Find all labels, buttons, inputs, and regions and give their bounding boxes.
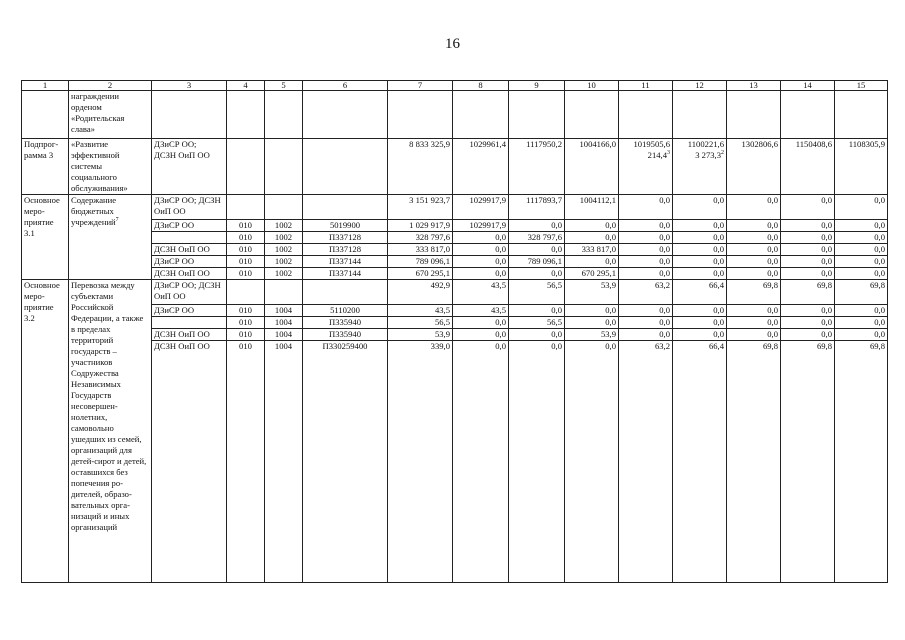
code-cell: 5110200 (303, 305, 388, 317)
header-cell-3: 3 (152, 81, 227, 91)
header-cell-9: 9 (509, 81, 565, 91)
cell-value: 1100221,6 3 273,3$^2$ (673, 139, 727, 195)
cell-value: 0,0 (509, 244, 565, 256)
cell-value: 0,0 (835, 256, 888, 268)
header-cell-6: 6 (303, 81, 388, 91)
page-number: 16 (445, 36, 460, 52)
subprogram-label: Подпрог- рамма 3 (22, 139, 69, 195)
table-row (22, 341, 888, 583)
measure-name: Содержание бюджетных учреждений$^7$ (69, 195, 152, 280)
code-cell (303, 195, 388, 220)
cell-value: 333 817,0 (565, 244, 619, 256)
cell-value: 0,0 (453, 329, 509, 341)
cell-value: 0,0 (835, 305, 888, 317)
header-row (22, 81, 888, 91)
code-cell (303, 280, 388, 305)
cell-value: 492,9 (388, 280, 453, 305)
cell-value: 69,8 (781, 341, 835, 583)
cell-value: 0,0 (565, 305, 619, 317)
executor-cell: ДСЗН ОиП ОО (152, 244, 227, 256)
cell-value: 0,0 (727, 317, 781, 329)
cell-value: 0,0 (673, 232, 727, 244)
measure-name: Перевозка между субъектами Российской Федерации, а также в пределах территорий государств – участников Содружества Независимых Государств несовершен- нолетних, самовольно ушедших из семей, организаций для детей-сирот и детей, оставшихся без попечения ро- дителей, образо- вательных орга- низаций и иных организаций (69, 280, 152, 583)
code-cell: 010 (227, 244, 265, 256)
cell-value: 0,0 (835, 220, 888, 232)
cell-value: 0,0 (781, 220, 835, 232)
cell-value: 670 295,1 (388, 268, 453, 280)
cell-value: 69,8 (781, 280, 835, 305)
code-cell: П330259400 (303, 341, 388, 583)
table-row (22, 232, 888, 244)
header-cell-12: 12 (673, 81, 727, 91)
table-row (22, 317, 888, 329)
table-body (22, 81, 888, 583)
cell-value: 0,0 (619, 244, 673, 256)
cell-value: 0,0 (509, 305, 565, 317)
cell-value: 0,0 (619, 195, 673, 220)
cell-value: 1029917,9 (453, 195, 509, 220)
code-cell: 010 (227, 341, 265, 583)
header-cell-13: 13 (727, 81, 781, 91)
cell-value: 0,0 (453, 341, 509, 583)
header-cell-10: 10 (565, 81, 619, 91)
table-row (22, 305, 888, 317)
header-cell-15: 15 (835, 81, 888, 91)
cell-value: 56,5 (509, 317, 565, 329)
cell-value: 1004166,0 (565, 139, 619, 195)
cell-value: 0,0 (781, 232, 835, 244)
cell-value: 0,0 (673, 220, 727, 232)
cell-value: 1019505,6 214,4$^3$ (619, 139, 673, 195)
header-cell-7: 7 (388, 81, 453, 91)
cell-value: 0,0 (727, 244, 781, 256)
cell-value: 0,0 (619, 268, 673, 280)
cell-value: 0,0 (619, 329, 673, 341)
cell-value: 0,0 (453, 317, 509, 329)
continuation-row (22, 91, 888, 139)
cell-value: 0,0 (835, 232, 888, 244)
cell-value: 0,0 (727, 220, 781, 232)
cell-value: 0,0 (453, 232, 509, 244)
footnote-mark: 7 (115, 217, 119, 224)
cell-value: 328 797,6 (388, 232, 453, 244)
cell-value: 333 817,0 (388, 244, 453, 256)
cell-value: 0,0 (727, 329, 781, 341)
cell-value: 0,0 (727, 195, 781, 220)
cell-value: 0,0 (619, 317, 673, 329)
code-cell: 010 (227, 329, 265, 341)
code-cell: 010 (227, 305, 265, 317)
cell-value: 0,0 (565, 341, 619, 583)
cell-value: 69,8 (835, 341, 888, 583)
cell-value: 0,0 (565, 220, 619, 232)
cell-value: 1117950,2 (509, 139, 565, 195)
cell-value: 0,0 (453, 268, 509, 280)
cell-value: 789 096,1 (388, 256, 453, 268)
cell-value: 1029961,4 (453, 139, 509, 195)
cell-value: 53,9 (388, 329, 453, 341)
cell-value: 0,0 (727, 256, 781, 268)
cell-value: 0,0 (509, 268, 565, 280)
cell-value: 0,0 (673, 256, 727, 268)
cell-total: 8 833 325,9 (388, 139, 453, 195)
cell-value: 0,0 (509, 220, 565, 232)
cell-value: 0,0 (673, 329, 727, 341)
code-cell: 1004 (265, 341, 303, 583)
code-cell: 010 (227, 232, 265, 244)
code-cell: 010 (227, 256, 265, 268)
executor-cell: ДЗиСР ОО; ДСЗН ОиП ОО (152, 280, 227, 305)
cell-value: 43,5 (453, 305, 509, 317)
cell-value: 0,0 (509, 329, 565, 341)
executor-cell: ДЗиСР ОО (152, 305, 227, 317)
cell-value: 0,0 (781, 256, 835, 268)
cell-value: 0,0 (727, 268, 781, 280)
cell-value: 0,0 (835, 268, 888, 280)
code-cell: 1002 (265, 232, 303, 244)
cell-value: 0,0 (619, 220, 673, 232)
cell-value: 0,0 (673, 244, 727, 256)
cell-value: 0,0 (835, 317, 888, 329)
code-cell: 1004 (265, 329, 303, 341)
code-cell (227, 280, 265, 305)
subprogram-executors: ДЗиСР ОО; ДСЗН ОиП ОО (152, 139, 227, 195)
cell-value: 0,0 (727, 232, 781, 244)
cell-value: 0,0 (781, 244, 835, 256)
executor-cell: ДСЗН ОиП ОО (152, 329, 227, 341)
cell-value: 1302806,6 (727, 139, 781, 195)
cell-value: 0,0 (781, 305, 835, 317)
cell-value: 789 096,1 (509, 256, 565, 268)
code-cell: 1004 (265, 305, 303, 317)
cell-value: 69,8 (835, 280, 888, 305)
code-cell (265, 195, 303, 220)
table-row (22, 268, 888, 280)
cell-value: 0,0 (453, 244, 509, 256)
subprogram-name: «Развитие эффективной системы социального обслуживания» (69, 139, 152, 195)
cell-value: 0,0 (673, 268, 727, 280)
code-cell: П335940 (303, 317, 388, 329)
cell-value: 56,5 (509, 280, 565, 305)
cell-value: 1004112,1 (565, 195, 619, 220)
code-cell: 1002 (265, 256, 303, 268)
code-cell: 1002 (265, 220, 303, 232)
cell-value: 1150408,6 (781, 139, 835, 195)
table-row (22, 244, 888, 256)
code-cell: 1002 (265, 244, 303, 256)
table-row (22, 256, 888, 268)
cell-value: 0,0 (565, 317, 619, 329)
executor-cell: ДЗиСР ОО (152, 220, 227, 232)
cell-value: 56,5 (388, 317, 453, 329)
cell-value: 69,8 (727, 341, 781, 583)
cell-value: 0,0 (673, 305, 727, 317)
code-cell: 010 (227, 317, 265, 329)
code-cell (227, 195, 265, 220)
code-cell: 1002 (265, 268, 303, 280)
continuation-name: награждении орденом «Родительская слава» (69, 91, 152, 139)
header-cell-8: 8 (453, 81, 509, 91)
cell-value: 66,4 (673, 341, 727, 583)
cell-value: 0,0 (619, 232, 673, 244)
code-cell: 1004 (265, 317, 303, 329)
code-cell: П337128 (303, 232, 388, 244)
cell-value: 0,0 (619, 256, 673, 268)
subprogram-3-row (22, 139, 888, 195)
cell-value: 1029917,9 (453, 220, 509, 232)
code-cell (265, 280, 303, 305)
cell-value: 53,9 (565, 329, 619, 341)
budget-table (21, 80, 888, 583)
executor-cell: ДСЗН ОиП ОО (152, 268, 227, 280)
executor-cell: ДСЗН ОиП ОО (152, 341, 227, 583)
cell-value: 1117893,7 (509, 195, 565, 220)
cell-value: 69,8 (727, 280, 781, 305)
code-cell: П335940 (303, 329, 388, 341)
measure-label: Основное меро- приятие 3.2 (22, 280, 69, 583)
cell-value: 0,0 (835, 195, 888, 220)
cell-value: 0,0 (565, 232, 619, 244)
cell-value: 0,0 (781, 268, 835, 280)
code-cell: П337128 (303, 244, 388, 256)
cell-value: 0,0 (727, 305, 781, 317)
header-cell-4: 4 (227, 81, 265, 91)
cell-value: 43,5 (453, 280, 509, 305)
header-cell-5: 5 (265, 81, 303, 91)
header-cell-14: 14 (781, 81, 835, 91)
executor-cell (152, 232, 227, 244)
header-cell-1: 1 (22, 81, 69, 91)
code-cell: 010 (227, 268, 265, 280)
table-row (22, 329, 888, 341)
cell-value: 0,0 (673, 317, 727, 329)
cell-value: 0,0 (781, 317, 835, 329)
table-row (22, 195, 888, 220)
cell-value: 339,0 (388, 341, 453, 583)
code-cell: П337144 (303, 256, 388, 268)
cell-value: 0,0 (835, 329, 888, 341)
cell-value: 0,0 (509, 341, 565, 583)
cell-value: 0,0 (673, 195, 727, 220)
cell-value: 1108305,9 (835, 139, 888, 195)
cell-value: 1 029 917,9 (388, 220, 453, 232)
cell-value: 0,0 (565, 256, 619, 268)
code-cell: 5019900 (303, 220, 388, 232)
cell-value: 53,9 (565, 280, 619, 305)
cell-value: 0,0 (781, 195, 835, 220)
executor-cell: ДЗиСР ОО; ДСЗН ОиП ОО (152, 195, 227, 220)
cell-value: 43,5 (388, 305, 453, 317)
header-cell-11: 11 (619, 81, 673, 91)
cell-value: 3 151 923,7 (388, 195, 453, 220)
header-cell-2: 2 (69, 81, 152, 91)
cell-value: 63,2 (619, 341, 673, 583)
cell-value: 0,0 (781, 329, 835, 341)
measure-label: Основное меро- приятие 3.1 (22, 195, 69, 280)
cell-value: 328 797,6 (509, 232, 565, 244)
cell-value: 66,4 (673, 280, 727, 305)
table-row (22, 220, 888, 232)
executor-cell: ДЗиСР ОО (152, 256, 227, 268)
cell-value: 670 295,1 (565, 268, 619, 280)
cell-value: 63,2 (619, 280, 673, 305)
code-cell: 010 (227, 220, 265, 232)
cell-value: 0,0 (835, 244, 888, 256)
code-cell: П337144 (303, 268, 388, 280)
table-row (22, 280, 888, 305)
cell-value: 0,0 (453, 256, 509, 268)
cell-value: 0,0 (619, 305, 673, 317)
executor-cell (152, 317, 227, 329)
